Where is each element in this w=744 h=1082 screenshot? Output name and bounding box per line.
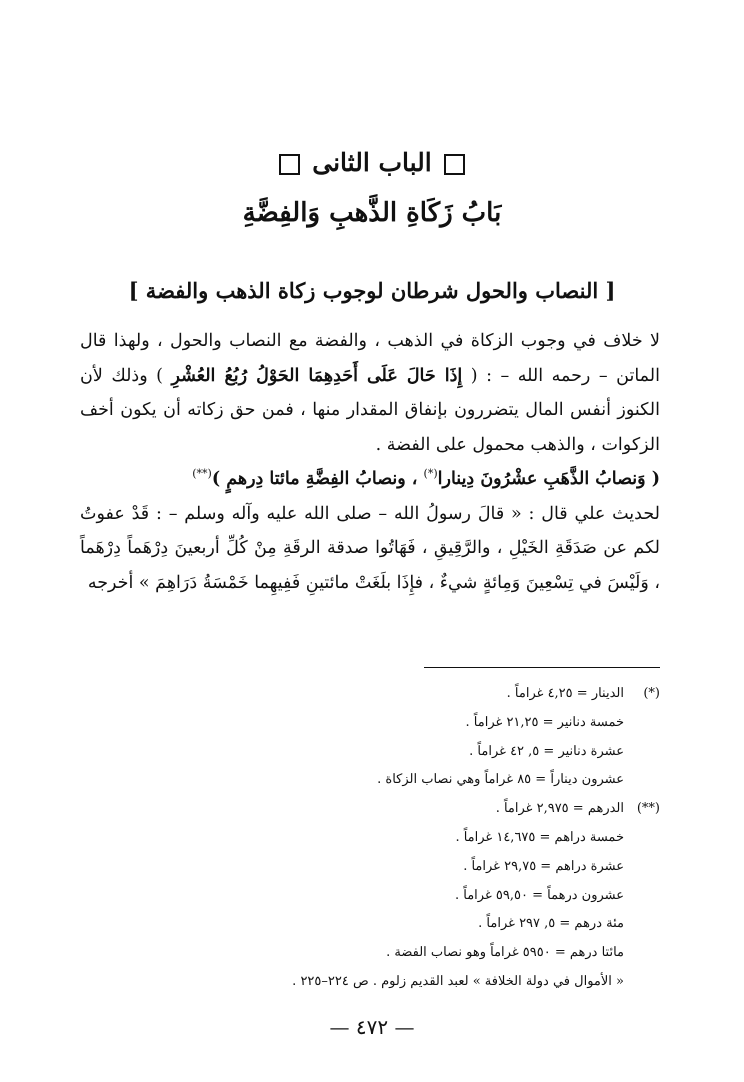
- footnote-line: مائتا درهم = ٥٩٥٠ غراماً وهو نصاب الفضة .: [386, 945, 624, 961]
- paragraph-1: [80, 324, 660, 462]
- footnote-line: خمسة دنانير = ٢١,٢٥ غراماً .: [465, 714, 624, 730]
- footnote-line: خمسة دراهم = ١٤,٦٧٥ غراماً .: [455, 829, 624, 845]
- footnote-marker: (*): [423, 467, 438, 481]
- square-ornament-icon: [444, 154, 465, 175]
- footnote-line: مئة درهم = ٥, ٢٩٧ غراماً .: [478, 916, 624, 932]
- footnote-line: (*)الدينار = ٤,٢٥ غراماً .: [100, 680, 660, 709]
- section-title: بَابُ زَكَاةِ الذَّهبِ وَالفِضَّةِ: [242, 198, 502, 228]
- footnote-marker: (*): [643, 686, 660, 701]
- paragraph-1-text-cont: ) وذلك لأن الكنوز أنفس المال يتضررون بإنفاق المقدار منها ، فمن حق زكاته أن يكون أخف الزكوات ، والذهب محمول على الفضة .: [80, 365, 660, 455]
- separator: ،: [405, 469, 424, 489]
- footnote-marker: (**): [636, 801, 660, 817]
- silver-nisab-text: ونصابُ الفِضَّةِ مائتا دِرهمٍ: [226, 469, 406, 489]
- footnote-marker: (**): [192, 467, 212, 481]
- chapter-heading: [0, 148, 744, 178]
- body-text: [80, 324, 660, 600]
- footnote-line: عشرون درهماً = ٥٩,٥٠ غراماً .: [454, 887, 624, 903]
- gold-nisab-text: وَنصابُ الذَّهَبِ عشْرُونَ دِينارا: [437, 469, 646, 489]
- hadith-quote: إِذَا حَالَ عَلَى أَحَدِهِمَا الحَوْلُ رُبُعُ العُشْرِ: [171, 365, 463, 386]
- footnote-line: عشرة دنانير = ٥, ٤٢ غراماً .: [469, 743, 624, 759]
- footnote-divider: [424, 667, 660, 668]
- paragraph-1-text: لا خلاف في وجوب الزكاة في الذهب ، والفضة مع النصاب والحول ، ولهذا قال الماتن – رحمه الله – : (: [80, 331, 660, 386]
- square-ornament-icon: [279, 154, 300, 175]
- paragraph-3: لحديث علي قال : « قالَ رسولُ الله – صلى الله عليه وآله وسلم – : قَدْ عفوتُ لكم عن صَدَقَةِ الخَيْلِ ، والرَّقِيقِ ، فَهَاتُوا صدقة الرقَةِ مِنْ كُلِّ أربعينَ دِرْهَماً دِرْهَماً ، وَلَيْسَ في تِسْعِينَ وَمِائةٍ شيءٌ ، فإِذَا بلَغَتْ مائتينِ فَفِيهِما خَمْسَةُ دَرَاهِمَ » أخرجه: [80, 503, 660, 593]
- footnote-line: عشرة دراهم = ٢٩,٧٥ غراماً .: [463, 858, 624, 874]
- bracket-open: (: [645, 469, 660, 489]
- chapter-heading-text: الباب الثانى: [312, 148, 432, 177]
- footnote-line: عشرون ديناراً = ٨٥ غراماً وهي نصاب الزكاة .: [377, 772, 624, 788]
- subsection-heading: [ النصاب والحول شرطان لوجوب زكاة الذهب والفضة ]: [128, 278, 616, 303]
- footnote-line: « الأموال في دولة الخلافة » لعبد القديم زلوم . ص ٢٢٤–٢٢٥ .: [292, 973, 624, 989]
- footnote-line: (**)الدرهم = ٢,٩٧٥ غراماً .: [100, 795, 660, 824]
- page-number: — ٤٧٢ —: [329, 1015, 415, 1039]
- footnotes: [100, 680, 660, 997]
- paragraph-2: [80, 462, 660, 497]
- bracket-close: ): [211, 469, 227, 489]
